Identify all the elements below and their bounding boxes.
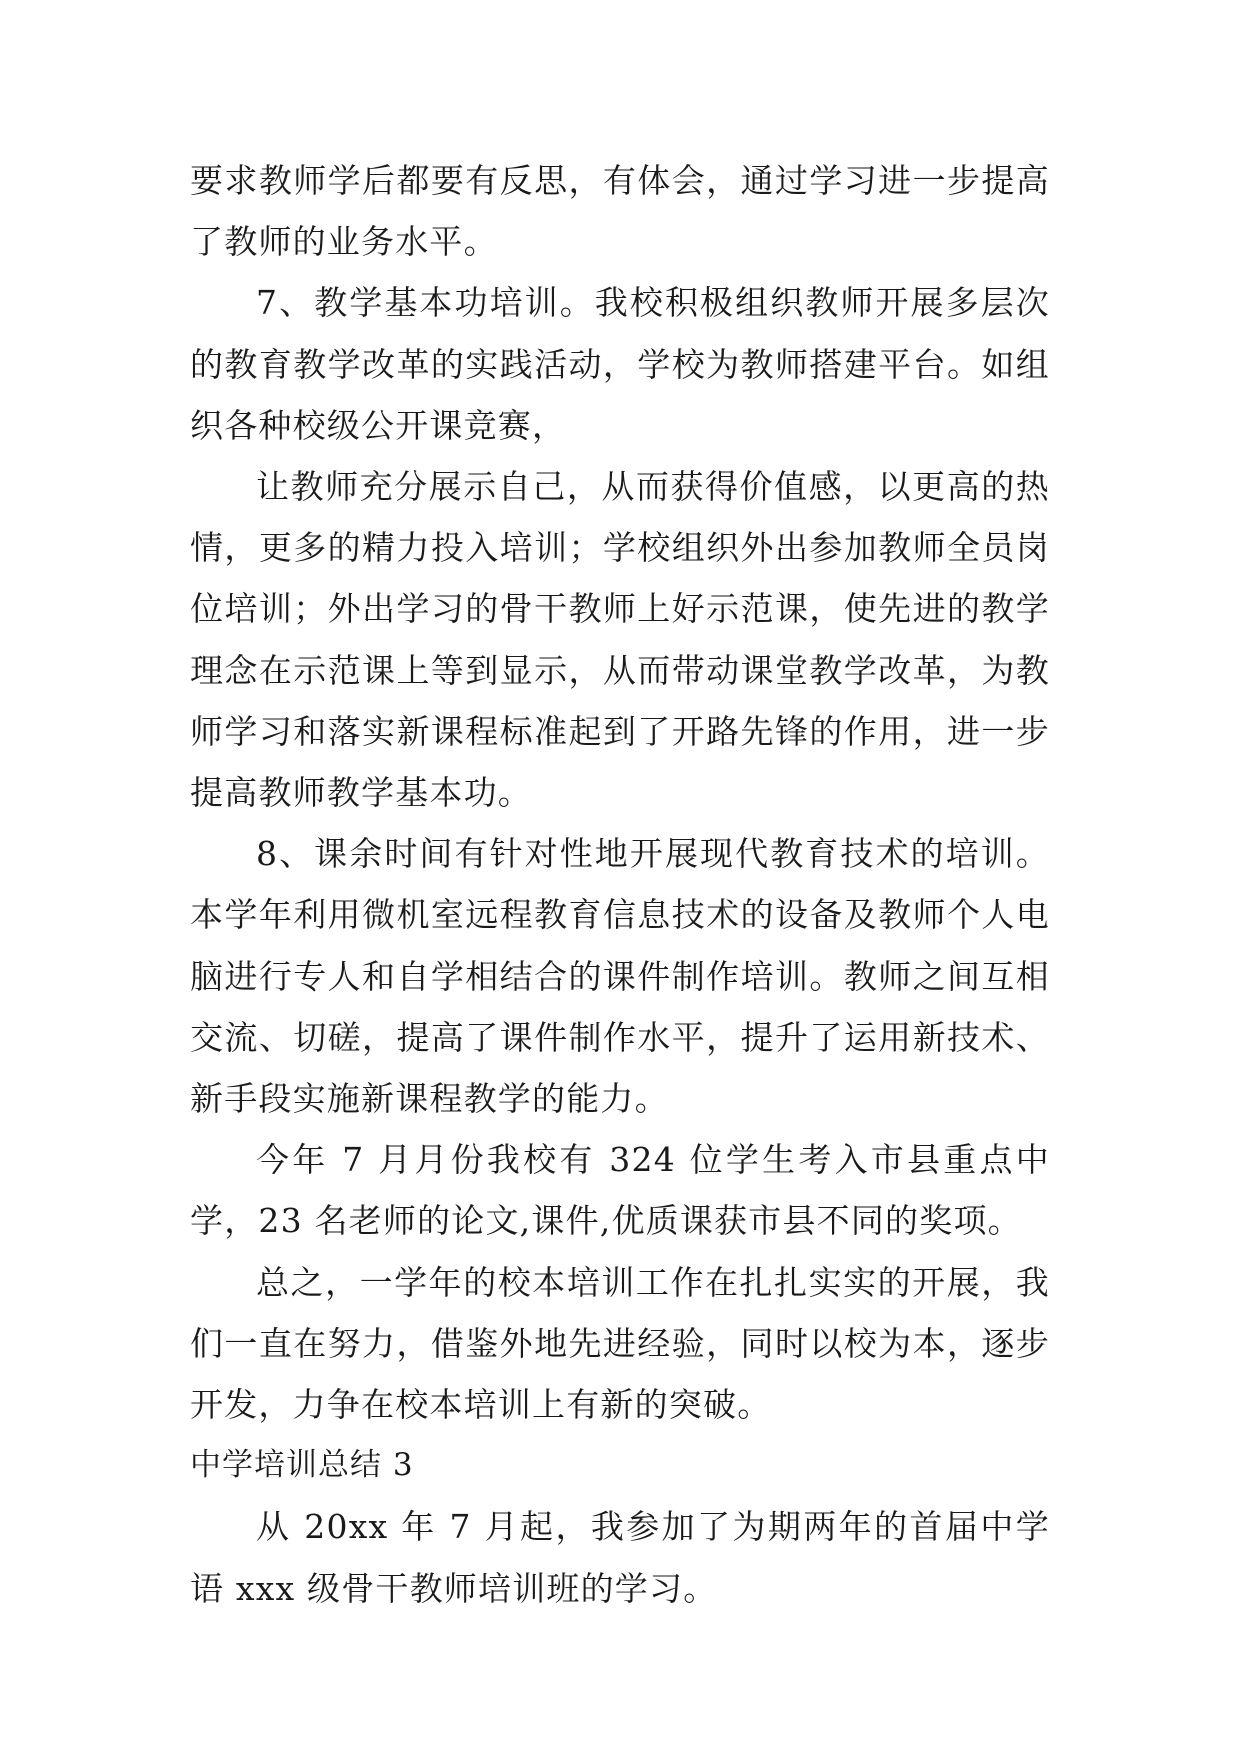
paragraph: 让教师充分展示自己，从而获得价值感，以更高的热情，更多的精力投入培训；学校组织外出参加教师全员岗位培训；外出学习的骨干教师上好示范课，使先进的教学理念在示范课上等到显示，从而带动课堂教学改革，为教师学习和落实新课程标准起到了开路先锋的作用，进一步提高教师教学基本功。 — [190, 467, 1050, 813]
document-body — [190, 150, 1050, 1619]
paragraph: 7、教学基本功培训。我校积极组织教师开展多层次的教育教学改革的实践活动，学校为教师搭建平台。如组织各种校级公开课竞赛， — [190, 283, 1050, 445]
section-heading: 中学培训总结 3 — [190, 1447, 414, 1484]
paragraph: 总之，一学年的校本培训工作在扎扎实实的开展，我们一直在努力，借鉴外地先进经验，同时以校为本，逐步开发，力争在校本培训上有新的突破。 — [190, 1262, 1050, 1425]
paragraph: 今年 7 月月份我校有 324 位学生考入市县重点中学，23 名老师的论文,课件,优质课获市县不同的奖项。 — [190, 1140, 1050, 1241]
paragraph: 从 20xx 年 7 月起，我参加了为期两年的首届中学语 xxx 级骨干教师培训班的学习。 — [190, 1507, 1050, 1608]
paragraph: 要求教师学后都要有反思，有体会，通过学习进一步提高了教师的业务水平。 — [190, 161, 1050, 262]
paragraph: 8、课余时间有针对性地开展现代教育技术的培训。本学年利用微机室远程教育信息技术的设备及教师个人电脑进行专人和自学相结合的课件制作培训。教师之间互相交流、切磋，提高了课件制作水平，提升了运用新技术、新手段实施新课程教学的能力。 — [190, 834, 1050, 1119]
